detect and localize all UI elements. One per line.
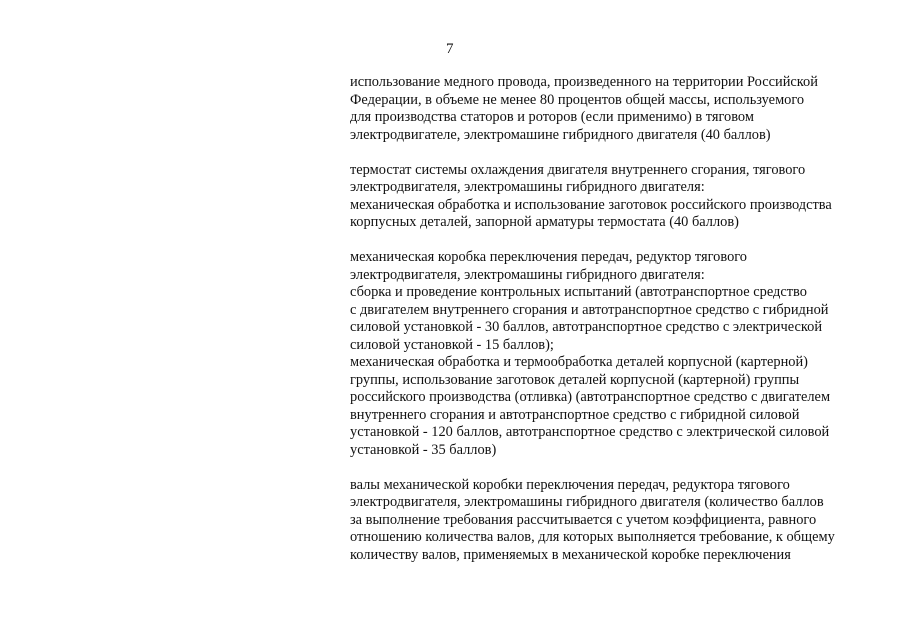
text-line: для производства статоров и роторов (если применимо) в тяговом bbox=[350, 109, 754, 125]
paragraph-gearbox-shafts bbox=[350, 477, 890, 565]
text-line: механическая обработка и термообработка деталей корпусной (картерной) bbox=[350, 354, 808, 370]
document-body bbox=[350, 74, 890, 582]
text-line: российского производства (отливка) (автотранспортное средство с двигателем bbox=[350, 389, 831, 405]
paragraph-thermostat bbox=[350, 162, 890, 232]
text-line: сборка и проведение контрольных испытаний (автотранспортное средство bbox=[350, 284, 807, 300]
text-line: термостат системы охлаждения двигателя внутреннего сгорания, тягового bbox=[350, 161, 806, 178]
text-line: электродвигателе, электромашине гибридного двигателя (40 баллов) bbox=[350, 126, 771, 143]
text-line: отношению количества валов, для которых выполняется требование, к общему bbox=[350, 529, 835, 545]
text-line: силовой установкой - 30 баллов, автотранспортное средство с электрической bbox=[350, 319, 823, 335]
text-line: установкой - 120 баллов, автотранспортное средство с электрической силовой bbox=[350, 424, 830, 440]
text-line: использование медного провода, произведенного на территории Российской bbox=[350, 74, 818, 90]
text-line: корпусных деталей, запорной арматуры термостата (40 баллов) bbox=[350, 214, 739, 230]
text-line: электродвигателя, электромашины гибридного двигателя: bbox=[350, 179, 705, 195]
page-number: 7 bbox=[446, 41, 454, 57]
paragraph-gearbox bbox=[350, 249, 890, 459]
text-line: электродвигателя, электромашины гибридного двигателя (количество баллов bbox=[350, 494, 824, 510]
text-line: механическая обработка и использование заготовок российского производства bbox=[350, 196, 832, 213]
text-line: количеству валов, применяемых в механической коробке переключения bbox=[350, 546, 791, 563]
text-line: Федерации, в объеме не менее 80 процентов общей массы, используемого bbox=[350, 91, 805, 108]
text-line: валы механической коробки переключения передач, редуктора тягового bbox=[350, 476, 790, 493]
paragraph-copper-wire bbox=[350, 74, 890, 144]
text-line: электродвигателя, электромашины гибридного двигателя: bbox=[350, 266, 705, 283]
text-line: механическая коробка переключения передач, редуктор тягового bbox=[350, 249, 747, 265]
text-line: с двигателем внутреннего сгорания и автотранспортное средство с гибридной bbox=[350, 301, 829, 318]
text-line: установкой - 35 баллов) bbox=[350, 441, 497, 458]
text-line: за выполнение требования рассчитывается с учетом коэффициента, равного bbox=[350, 511, 817, 528]
text-line: группы, использование заготовок деталей корпусной (картерной) группы bbox=[350, 371, 800, 388]
text-line: силовой установкой - 15 баллов); bbox=[350, 336, 554, 353]
text-line: внутреннего сгорания и автотранспортное средство с гибридной силовой bbox=[350, 406, 800, 423]
